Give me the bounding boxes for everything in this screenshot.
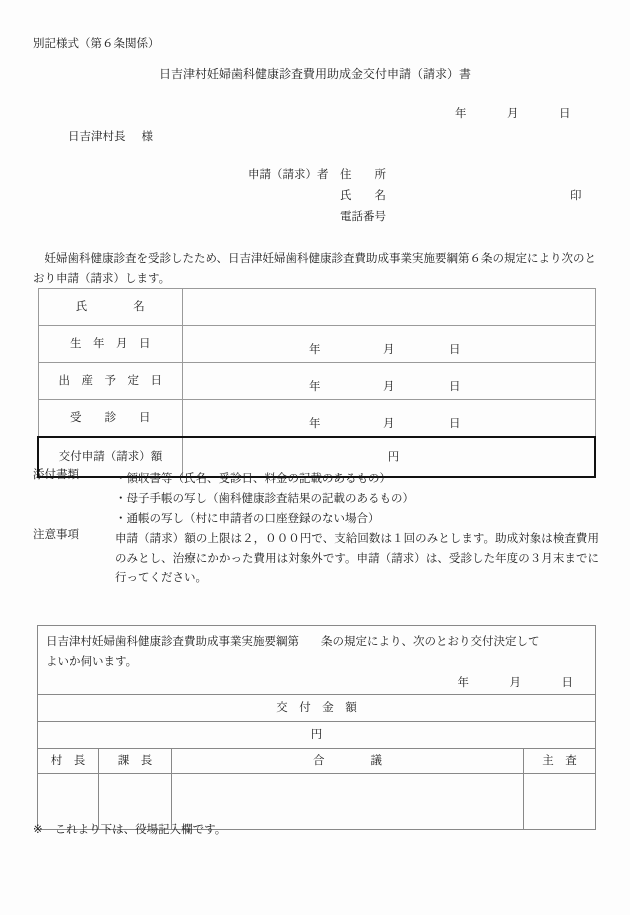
claim-amount-unit: 円	[387, 449, 400, 464]
office-signature-head-row	[38, 749, 596, 774]
attachments-label: 添付書類	[33, 467, 79, 481]
attachments-block	[33, 469, 599, 529]
applicant-name-row	[248, 190, 582, 211]
document-title: 日吉津村妊婦歯科健康診査費用助成金交付申請（請求）書	[158, 67, 471, 81]
office-amount-value-row	[38, 722, 596, 749]
row-label-claim-amount: 交付申請（請求）額	[38, 437, 183, 477]
ymd-month-duedate: 月	[383, 379, 395, 393]
signature-cell-inspector[interactable]	[524, 774, 596, 830]
signature-header-section-chief: 課 長	[99, 749, 172, 774]
office-intro-part3: よいか伺います。	[46, 653, 138, 668]
signature-header-mayor: 村 長	[38, 749, 99, 774]
ymd-month-examdate: 月	[383, 416, 395, 430]
row-value-birthdate[interactable]	[183, 326, 596, 363]
table-row-birthdate	[38, 326, 595, 363]
applicant-phone-row	[248, 211, 582, 232]
office-use-table	[37, 625, 596, 830]
signature-header-consultation: 合 議	[172, 749, 524, 774]
office-date-month: 月	[509, 674, 521, 689]
addressee-honorific: 様	[141, 129, 153, 143]
office-intro-row	[38, 626, 596, 695]
application-table	[37, 288, 596, 478]
office-date-day: 日	[561, 674, 573, 689]
row-value-examdate[interactable]	[183, 400, 596, 438]
footnote-mark: ※	[33, 822, 43, 836]
form-code: 別記様式（第６条関係）	[33, 36, 160, 50]
row-label-examdate: 受 診 日	[38, 400, 183, 438]
caution-block	[33, 526, 599, 589]
date-year-label: 年	[455, 106, 467, 120]
row-value-name[interactable]	[183, 289, 596, 326]
row-label-duedate: 出 産 予 定 日	[38, 363, 183, 400]
office-intro-part1: 日吉津村妊婦歯科健康診査費助成事業実施要綱第	[46, 634, 299, 648]
attachments-list	[115, 469, 599, 529]
footnote	[33, 824, 226, 836]
office-intro-text	[46, 632, 587, 671]
office-amount-unit[interactable]: 円	[38, 722, 596, 749]
seal-mark-label: 印	[570, 188, 582, 202]
date-month-label: 月	[507, 106, 519, 120]
attachment-item: ・母子手帳の写し（歯科健康診査結果の記載のあるもの）	[115, 490, 414, 505]
row-value-duedate[interactable]	[183, 363, 596, 400]
attachment-item: ・通帳の写し（村に申請者の口座登録のない場合）	[115, 510, 380, 525]
addressee	[68, 131, 153, 143]
office-date-year: 年	[457, 674, 469, 689]
row-label-name: 氏 名	[38, 289, 183, 326]
caution-text: 申請（請求）額の上限は２，０００円で、支給回数は１回のみとします。助成対象は検査費用のみとし、治療にかかった費用は対象外です。申請（請求）は、受診した年度の３月末までに行ってください。	[115, 530, 599, 585]
ymd-day-duedate: 日	[449, 379, 461, 393]
ymd-year-duedate: 年	[309, 379, 321, 393]
office-intro-part2: 条の規定により、次のとおり交付決定して	[321, 634, 540, 648]
ymd-month-birthdate: 月	[383, 342, 395, 356]
office-intro-cell	[38, 626, 596, 695]
signature-header-inspector: 主 査	[524, 749, 596, 774]
applicant-block	[248, 169, 582, 232]
applicant-phone-label: 電話番号	[340, 209, 386, 223]
application-date-line	[455, 108, 571, 120]
applicant-address-label: 住 所	[340, 167, 386, 181]
applicant-lead-label: 申請（請求）者	[248, 167, 329, 181]
ymd-year-examdate: 年	[309, 416, 321, 430]
body-statement: 妊婦歯科健康診査を受診したため、日吉津妊婦歯科健康診査費助成事業実施要綱第６条の規定により次のとおり申請（請求）します。	[33, 251, 597, 286]
footnote-text: これより下は、役場記入欄です。	[54, 822, 227, 836]
office-decision-date	[457, 674, 574, 689]
ymd-day-examdate: 日	[449, 416, 461, 430]
table-row-examdate	[38, 400, 595, 438]
ymd-day-birthdate: 日	[449, 342, 461, 356]
office-amount-head-row	[38, 695, 596, 722]
applicant-address-row	[248, 169, 582, 190]
ymd-year-birthdate: 年	[309, 342, 321, 356]
row-label-birthdate: 生 年 月 日	[38, 326, 183, 363]
table-row-name	[38, 289, 595, 326]
office-amount-label: 交 付 金 額	[38, 695, 596, 722]
caution-label: 注意事項	[33, 526, 79, 541]
applicant-name-label: 氏 名	[340, 188, 386, 202]
attachment-item: ・領収書等（氏名、受診日、料金の記載のあるもの）	[115, 471, 391, 485]
date-day-label: 日	[559, 106, 571, 120]
notes-section	[33, 469, 599, 588]
table-row-duedate	[38, 363, 595, 400]
addressee-name: 日吉津村長	[68, 129, 126, 143]
